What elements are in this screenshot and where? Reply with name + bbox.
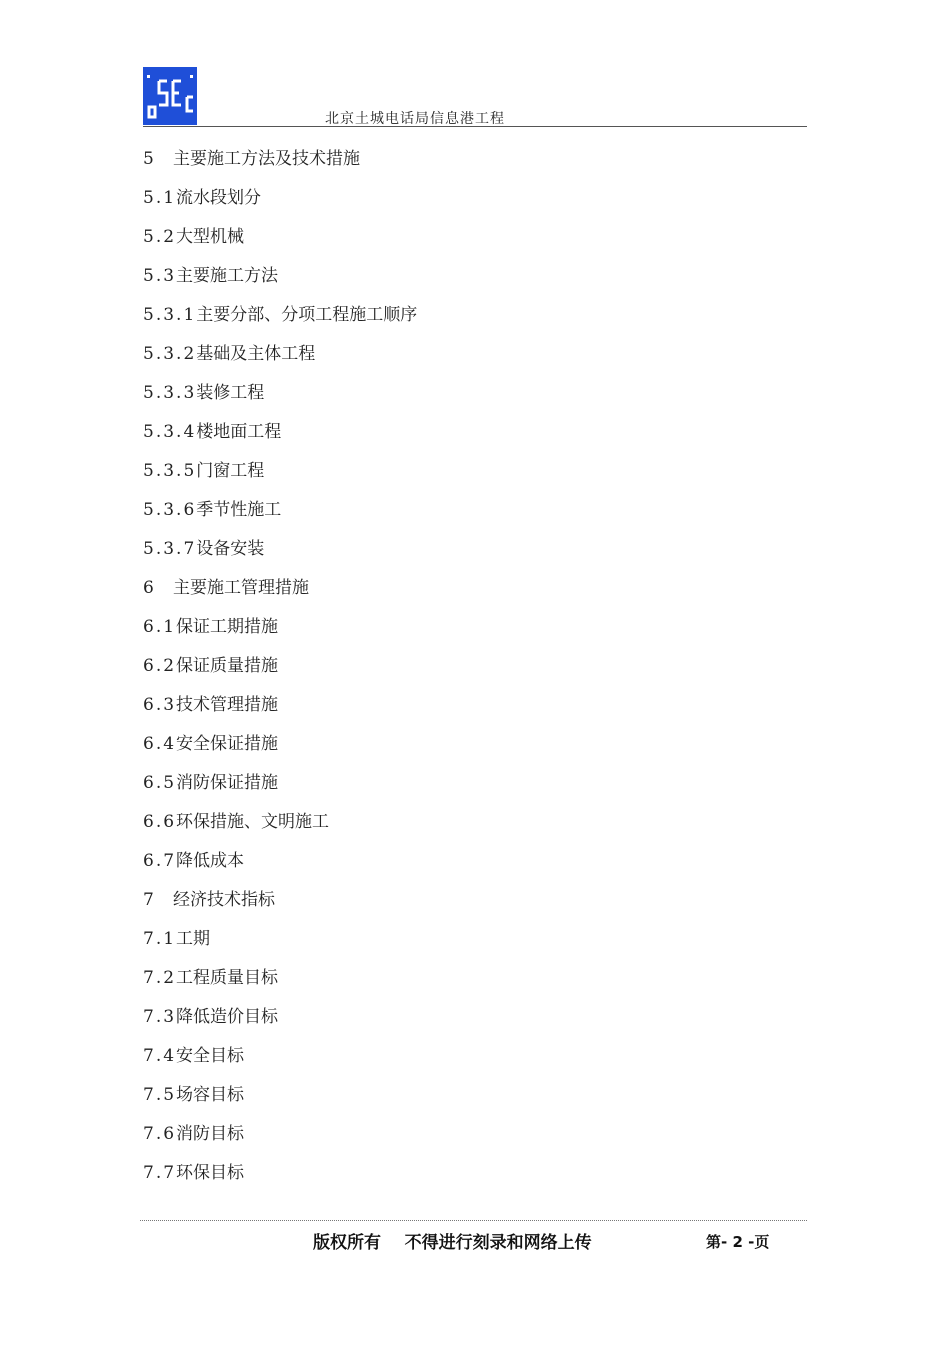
toc-item-number: 5.3.1 <box>143 305 197 325</box>
toc-item-number: 7.5 <box>143 1085 177 1105</box>
toc-item-label: 安全保证措施 <box>176 734 279 754</box>
page-number: 第- 2 -页 <box>706 1233 770 1251</box>
toc-item-number: 5.1 <box>143 188 177 208</box>
toc-item-label: 工程质量目标 <box>176 968 279 988</box>
toc-item <box>143 536 417 575</box>
toc-item <box>143 302 417 341</box>
toc-item-number: 6.5 <box>143 773 177 793</box>
toc-item-label: 装修工程 <box>196 383 265 403</box>
toc-item-label: 安全目标 <box>176 1046 245 1066</box>
toc-item-number: 5.2 <box>143 227 177 247</box>
toc-item-label: 主要施工方法 <box>176 266 279 286</box>
toc-item <box>143 380 417 419</box>
toc-item-label: 消防保证措施 <box>176 773 279 793</box>
toc-item-label: 大型机械 <box>176 227 245 247</box>
toc-item-number: 5.3.4 <box>143 422 197 442</box>
toc-item-label: 场容目标 <box>176 1085 245 1105</box>
toc-item-number: 6.4 <box>143 734 177 754</box>
toc-item-number: 5.3.3 <box>143 383 197 403</box>
toc-item-label: 主要施工方法及技术措施 <box>173 149 360 169</box>
toc-item <box>143 146 417 185</box>
toc-item-label: 主要分部、分项工程施工顺序 <box>196 305 418 325</box>
toc-item-label: 技术管理措施 <box>176 695 279 715</box>
toc-item-label: 保证质量措施 <box>176 656 279 676</box>
toc-item <box>143 185 417 224</box>
toc-item <box>143 1160 417 1199</box>
toc-item-number: 7.6 <box>143 1124 177 1144</box>
toc-item-number: 7.2 <box>143 968 177 988</box>
toc-item-label: 经济技术指标 <box>173 890 275 910</box>
toc-item-number: 5.3.2 <box>143 344 197 364</box>
toc-item-number: 5.3.7 <box>143 539 197 559</box>
toc-item-number: 5.3.5 <box>143 461 197 481</box>
toc-item <box>143 341 417 380</box>
toc-item <box>143 965 417 1004</box>
toc-item-label: 工期 <box>176 929 211 949</box>
toc-item-number: 7.1 <box>143 929 177 949</box>
toc-item-label: 环保目标 <box>176 1163 245 1183</box>
toc-item-label: 设备安装 <box>196 539 265 559</box>
toc-item-label: 降低造价目标 <box>176 1007 279 1027</box>
toc-item <box>143 848 417 887</box>
toc-item-number: 6 <box>143 578 156 598</box>
toc-item-number: 7 <box>143 890 156 910</box>
toc-item <box>143 1004 417 1043</box>
toc-item-number: 7.7 <box>143 1163 177 1183</box>
toc-item <box>143 731 417 770</box>
toc-item-label: 基础及主体工程 <box>196 344 316 364</box>
toc-item <box>143 887 417 926</box>
toc-item <box>143 1043 417 1082</box>
toc-item <box>143 809 417 848</box>
document-header-title: 北京土城电话局信息港工程 <box>325 111 505 127</box>
toc-item-number: 6.2 <box>143 656 177 676</box>
toc-item-number: 7.4 <box>143 1046 177 1066</box>
toc-item-label: 消防目标 <box>176 1124 245 1144</box>
table-of-contents <box>143 146 417 1199</box>
toc-item-number: 6.1 <box>143 617 177 637</box>
toc-item <box>143 458 417 497</box>
toc-item <box>143 692 417 731</box>
toc-item-number: 6.7 <box>143 851 177 871</box>
toc-item-label: 主要施工管理措施 <box>173 578 309 598</box>
copyright-notice: 版权所有 不得进行刻录和网络上传 <box>313 1233 592 1253</box>
toc-item <box>143 770 417 809</box>
toc-item <box>143 497 417 536</box>
footer-divider <box>140 1220 807 1221</box>
toc-item <box>143 926 417 965</box>
toc-item <box>143 263 417 302</box>
toc-item-label: 楼地面工程 <box>196 422 282 442</box>
toc-item-label: 保证工期措施 <box>176 617 279 637</box>
toc-item <box>143 419 417 458</box>
header-divider <box>143 126 807 127</box>
toc-item-number: 5.3 <box>143 266 177 286</box>
toc-item-label: 降低成本 <box>176 851 245 871</box>
toc-item <box>143 575 417 614</box>
toc-item <box>143 1082 417 1121</box>
company-logo <box>143 67 197 125</box>
toc-item <box>143 614 417 653</box>
toc-item-number: 7.3 <box>143 1007 177 1027</box>
toc-item-label: 环保措施、文明施工 <box>176 812 330 832</box>
toc-item-label: 季节性施工 <box>196 500 282 520</box>
toc-item <box>143 653 417 692</box>
cscec-logo-icon <box>143 67 197 125</box>
toc-item-label: 流水段划分 <box>176 188 262 208</box>
toc-item <box>143 224 417 263</box>
toc-item-number: 5.3.6 <box>143 500 197 520</box>
toc-item-number: 6.3 <box>143 695 177 715</box>
toc-item-label: 门窗工程 <box>196 461 265 481</box>
toc-item <box>143 1121 417 1160</box>
toc-item-number: 5 <box>143 149 156 169</box>
toc-item-number: 6.6 <box>143 812 177 832</box>
